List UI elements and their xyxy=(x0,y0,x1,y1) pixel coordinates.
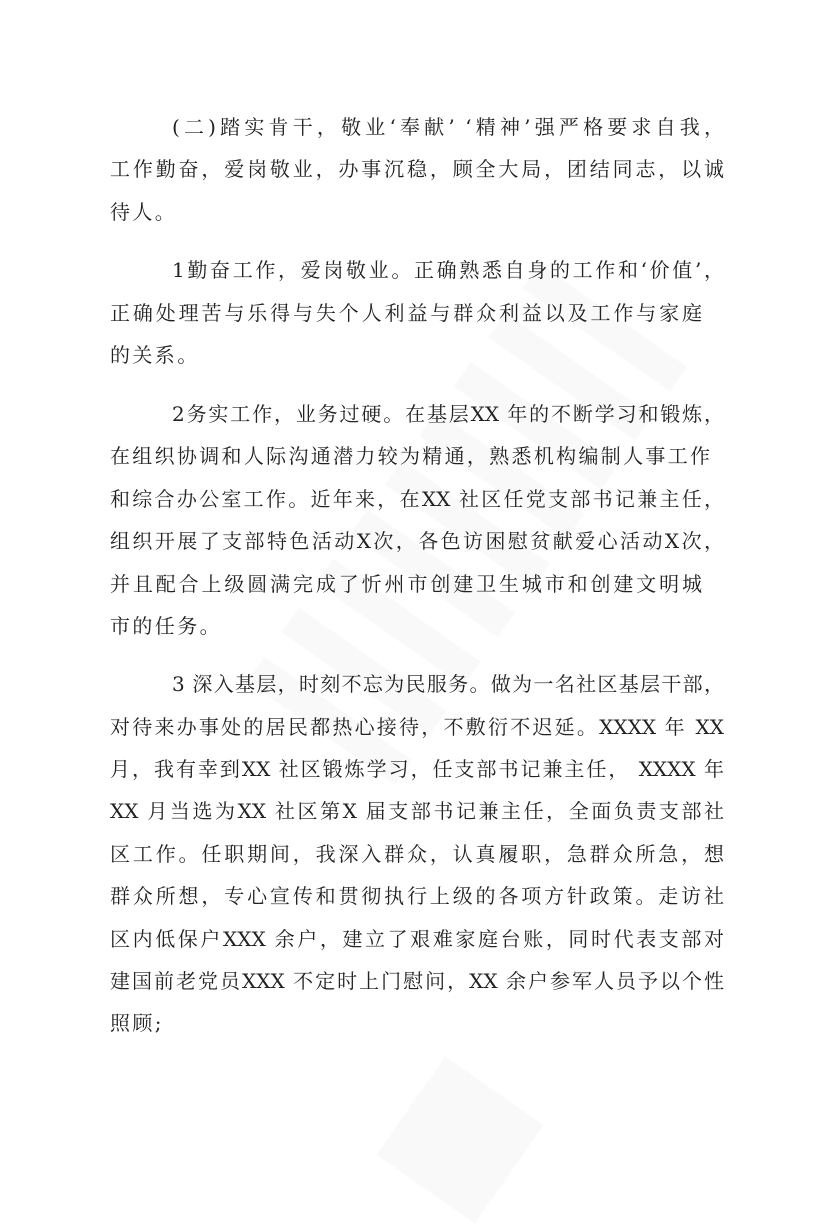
paragraph-2-line-1: 1勤奋工作，爱岗敬业。正确熟悉自身的工作和‘价值’， xyxy=(172,258,724,282)
paragraph-3-line-3: 和综合办公室工作。近年来，在XX 社区任党支部书记兼主任， xyxy=(110,487,724,511)
paragraph-4-line-8: 建国前老党员XXX 不定时上门慰问，XX 余户参军人员予以个性 xyxy=(110,969,724,993)
paragraph-2-line-3: 的关系。 xyxy=(110,343,200,367)
watermark xyxy=(376,1056,543,1223)
paragraph-4-line-6: 群众所想，专心宣传和贯彻执行上级的各项方针政策。走访社 xyxy=(110,884,724,908)
paragraph-1-line-1: (二)踏实肯干，敬业‘奉献’ ‘精神’强严格要求自我， xyxy=(172,115,724,139)
paragraph-4-line-7: 区内低保户XXX 余户，建立了艰难家庭台账，同时代表支部对 xyxy=(110,927,724,951)
paragraph-4-line-5: 区工作。任职期间，我深入群众，认真履职，急群众所急，想 xyxy=(110,842,724,866)
paragraph-3-line-1: 2务实工作，业务过硬。在基层XX 年的不断学习和锻炼， xyxy=(172,402,724,426)
paragraph-4-line-2: 对待来办事处的居民都热心接待，不敷衍不迟延。XXXX 年 XX xyxy=(110,715,724,739)
paragraph-3-line-6: 市的任务。 xyxy=(110,614,222,638)
paragraph-4-line-3: 月，我有幸到XX 社区锻炼学习，任支部书记兼主任， XXXX 年 xyxy=(110,757,724,781)
paragraph-2-line-2: 正确处理苦与乐得与失个人利益与群众利益以及工作与家庭 xyxy=(110,301,702,325)
paragraph-1-line-2: 工作勤奋，爱岗敬业，办事沉稳，顾全大局，团结同志，以诚 xyxy=(110,157,724,181)
watermark xyxy=(247,255,693,784)
paragraph-3-line-5: 并且配合上级圆满完成了忻州市创建卫生城市和创建文明城 xyxy=(110,572,702,596)
paragraph-1-line-3: 待人。 xyxy=(110,200,178,224)
paragraph-4-line-4: XX 月当选为XX 社区第X 届支部书记兼主任，全面负责支部社 xyxy=(110,799,724,823)
paragraph-4-line-1: 3 深入基层，时刻不忘为民服务。做为一名社区基层干部， xyxy=(172,672,724,696)
paragraph-3-line-2: 在组织协调和人际沟通潜力较为精通，熟悉机构编制人事工作 xyxy=(110,444,710,468)
paragraph-3-line-4: 组织开展了支部特色活动X次，各色访困慰贫献爱心活动X次， xyxy=(110,529,724,553)
paragraph-4-line-9: 照顾; xyxy=(110,1011,164,1035)
